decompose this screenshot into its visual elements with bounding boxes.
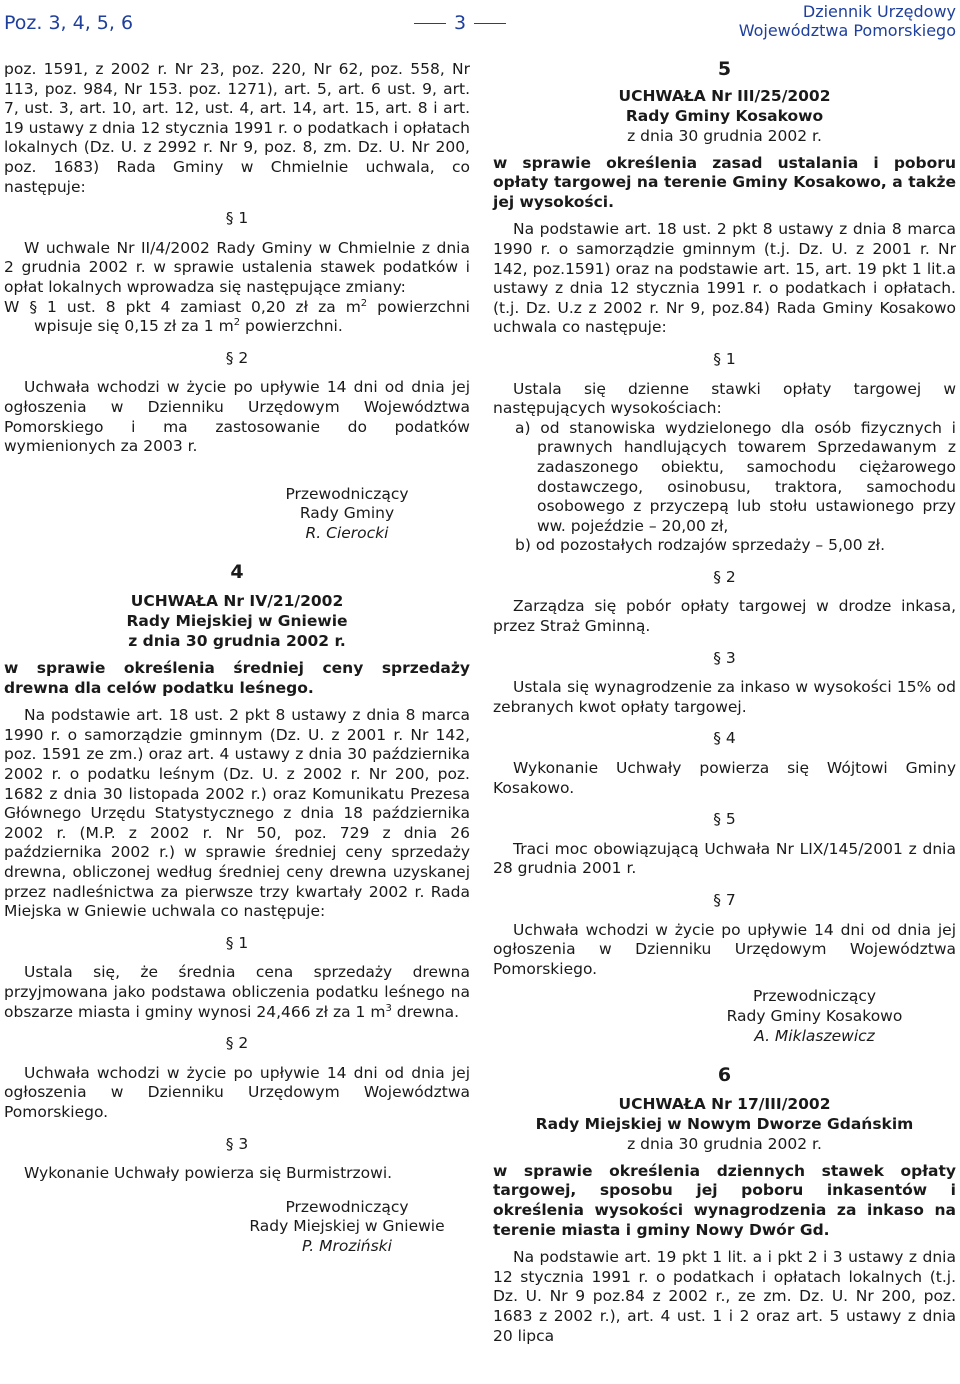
- section-heading: § 3: [225, 1134, 249, 1153]
- document-number: 4: [230, 561, 244, 584]
- section-text: Uchwała wchodzi w życie po upływie 14 dni od dnia jej ogłoszenia w Dzienniku Urzędowym Województwa Pomorskiego i ma zastosowanie do podatków wymienionych za 2003 r.: [4, 378, 470, 456]
- section-heading: § 1: [225, 209, 249, 228]
- list-item: b) od pozostałych rodzajów sprzedaży – 5,00 zł.: [515, 536, 886, 555]
- journal-title: [739, 2, 956, 40]
- section-heading: § 2: [225, 1034, 249, 1053]
- resolution-subject: w sprawie określenia średniej ceny sprzedaży drewna dla celów podatku leśnego.: [4, 659, 470, 697]
- continuation-paragraph: poz. 1591, z 2002 r. Nr 23, poz. 220, Nr 62, poz. 558, Nr 113, poz. 984, Nr 153. poz. 1271), art. 5, art. 6 ust. 9, art. 7, ust. 3, art. 10, art. 12, ust. 4, art. 14, art. 15, art. 8 i art. 19 ustawy z dnia 12 stycznia 1991 r. o podatkach i opłatach lokalnych (Dz. U. z 2992 r. Nr 9, poz. 8, zm. Dz. U. Nr 200, poz. 1683) Rada Gminy w Chmielnie uchwala, co następuje:: [4, 60, 470, 196]
- section-text: Ustala się wynagrodzenie za inkaso w wysokości 15% od zebranych kwot opłaty targowej.: [493, 678, 956, 716]
- section-text: Wykonanie Uchwały powierza się Wójtowi Gminy Kosakowo.: [493, 759, 956, 797]
- section-heading: § 7: [713, 891, 736, 909]
- page-number: 3: [405, 12, 515, 34]
- section-text: Ustala się dzienne stawki opłaty targowej w następujących wysokościach:: [493, 379, 956, 418]
- signature-name-text: P. Mroziński: [302, 1236, 392, 1255]
- resolution-body: Rady Miejskiej w Nowym Dworze Gdańskim: [535, 1114, 914, 1133]
- page-header: [0, 0, 960, 46]
- superscript: 2: [360, 297, 368, 309]
- resolution-title: UCHWAŁA Nr III/25/2002: [618, 86, 831, 105]
- resolution-body: Rady Gminy Kosakowo: [625, 106, 824, 125]
- signature-name-text: A. Miklaszewicz: [754, 1026, 875, 1045]
- resolution-subject: w sprawie określenia dziennych stawek opłaty targowej, sposobu jej poboru inkasentów i określenia wysokości wynagrodzenia za inkaso na terenie miasta i gminy Nowy Dwór Gd.: [493, 1161, 956, 1239]
- document-number: 5: [717, 58, 732, 80]
- section-heading: § 2: [713, 567, 736, 586]
- signature-block: [224, 1198, 470, 1257]
- signature-body: Rady Gminy Kosakowo: [726, 1006, 903, 1025]
- legal-basis: Na podstawie art. 18 ust. 2 pkt 8 ustawy z dnia 8 marca 1990 r. o samorządzie gminnym (Dz. U. z 2001 r. Nr 142, poz. 1591 ze zm.) oraz art. 4 ustawy z dnia 30 października 2002 r. o podatku leśnym (Dz. U. z 2002 r. Nr 200, poz. 1682 z dnia 30 listopada 2002 r.) oraz Komunikatu Prezesa Głównego Urzędu Statystycznego z dnia 18 października 2002 r. (M.P. z 2002 r. Nr 50, poz. 729 z dnia 26 października 2002 r.) w sprawie średniej ceny sprzedaży drewna, obliczonej według średniej ceny drewna uzyskanej przez nadleśnictwa za pierwsze trzy kwartały 2002 r. Rada Miejska w Gniewie uchwala co następuje:: [4, 706, 470, 921]
- section-text: Zarządza się pobór opłaty targowej w drodze inkasa, przez Straż Gminną.: [493, 597, 956, 636]
- left-column: [4, 60, 470, 1257]
- signature-body: Rady Miejskiej w Gniewie: [249, 1217, 445, 1236]
- signature-name: [224, 1237, 470, 1257]
- signature-role: Przewodniczący: [752, 987, 877, 1006]
- signature-block: [224, 485, 470, 544]
- signature-name: [673, 1027, 956, 1047]
- section-heading: § 2: [225, 348, 249, 367]
- journal-title-line2: Województwa Pomorskiego: [738, 21, 956, 40]
- section-text: W uchwale Nr II/4/2002 Rady Gminy w Chmielnie z dnia 2 grudnia 2002 r. w sprawie ustalenia stawek podatków i opłat lokalnych wprowadza się następujące zmiany:: [4, 238, 470, 296]
- signature-name: [224, 524, 470, 544]
- signature-name-text: R. Cierocki: [305, 523, 389, 542]
- resolution-date: z dnia 30 grudnia 2002 r.: [627, 1134, 822, 1153]
- section-text-part: Ustala się, że średnia cena sprzedaży drewna przyjmowana jako podstawa obliczenia podatku leśnego na obszarze miasta i gminy wynosi 24,466 zł za 1 m: [4, 963, 470, 1021]
- section-heading: § 1: [225, 933, 249, 952]
- section-text: Wykonanie Uchwały powierza się Burmistrzowi.: [24, 1164, 393, 1183]
- item-text: powierzchni.: [240, 317, 343, 336]
- section-heading: § 1: [713, 349, 736, 368]
- resolution-title: UCHWAŁA Nr IV/21/2002: [130, 592, 344, 611]
- resolution-date: z dnia 30 grudnia 2002 r.: [627, 126, 822, 145]
- superscript: 3: [385, 1002, 392, 1014]
- document-number: 6: [717, 1064, 732, 1087]
- section-text: Uchwała wchodzi w życie po upływie 14 dni od dnia jej ogłoszenia w Dzienniku Urzędowym Województwa Pomorskiego.: [4, 1063, 470, 1121]
- section-heading: § 3: [713, 648, 736, 667]
- right-column: [493, 60, 956, 1346]
- section-text-part: drewna.: [391, 1002, 460, 1021]
- resolution-subject: w sprawie określenia zasad ustalania i poboru opłaty targowej na terenie Gminy Kosakowo, a także jej wysokości.: [493, 153, 956, 211]
- section-heading: § 5: [713, 810, 736, 829]
- resolution-body: Rady Miejskiej w Gniewie: [126, 612, 348, 631]
- journal-title-line1: Dziennik Urzędowy: [802, 2, 956, 21]
- item-text: powierzchni wpisuje się 0,15 zł za 1 m: [34, 297, 470, 336]
- superscript: 2: [233, 316, 241, 328]
- signature-block: [673, 987, 956, 1046]
- legal-basis: Na podstawie art. 18 ust. 2 pkt 8 ustawy z dnia 8 marca 1990 r. o samorządzie gminnym (t.j. Dz. U. z 2001 r. Nr 142, poz.1591) oraz na podstawie art. 15, art. 19 pkt 1 lit.a ustawy z dnia 12 stycznia 1991 r. o podatkach i opłatach. (t.j. Dz. U.z z 2002 r. Nr 9, poz.84) Rada Gminy Kosakowo uchwala co następuje:: [493, 220, 956, 337]
- item-text: W § 1 ust. 8 pkt 4 zamiast 0,20 zł za m: [4, 297, 361, 316]
- section-text: [4, 963, 470, 1022]
- list-item: a) od stanowiska wydzielonego dla osób fizycznych i prawnych handlujących towarem Sprzedawanym z zadaszonego obiektu, samochodu ciężarowego dostawczego, osinobusu, traktora, samochodu osobowego z przyczepą lub stołu ustawionego przy ww. pojeździe – 20,00 zł,: [515, 418, 956, 535]
- resolution-title: UCHWAŁA Nr 17/III/2002: [618, 1094, 831, 1113]
- section-text: Uchwała wchodzi w życie po upływie 14 dni od dnia jej ogłoszenia w Dzienniku Urzędowym Województwa Pomorskiego.: [493, 920, 956, 978]
- section-item: [4, 298, 470, 337]
- signature-role: Przewodniczący: [285, 1197, 409, 1216]
- resolution-date: z dnia 30 grudnia 2002 r.: [128, 632, 346, 651]
- legal-basis: Na podstawie art. 19 pkt 1 lit. a i pkt 2 i 3 ustawy z dnia 12 stycznia 1991 r. o podatkach i opłatach lokalnych (t.j. Dz. U. Nr 9 poz.84 z 2002 r., ze zm. Dz. U. Nr 200, poz. 1683 z 2002 r.), art. 4 ust. 1 i 2 oraz art. 5 ustawy z dnia 20 lipca: [493, 1248, 956, 1345]
- signature-role: Przewodniczący: [285, 484, 409, 503]
- signature-body: Rady Gminy: [299, 504, 395, 523]
- section-text: Traci moc obowiązującą Uchwała Nr LIX/145/2001 z dnia 28 grudnia 2001 r.: [493, 839, 956, 878]
- section-heading: § 4: [713, 729, 736, 748]
- header-positions: Poz. 3, 4, 5, 6: [4, 12, 134, 34]
